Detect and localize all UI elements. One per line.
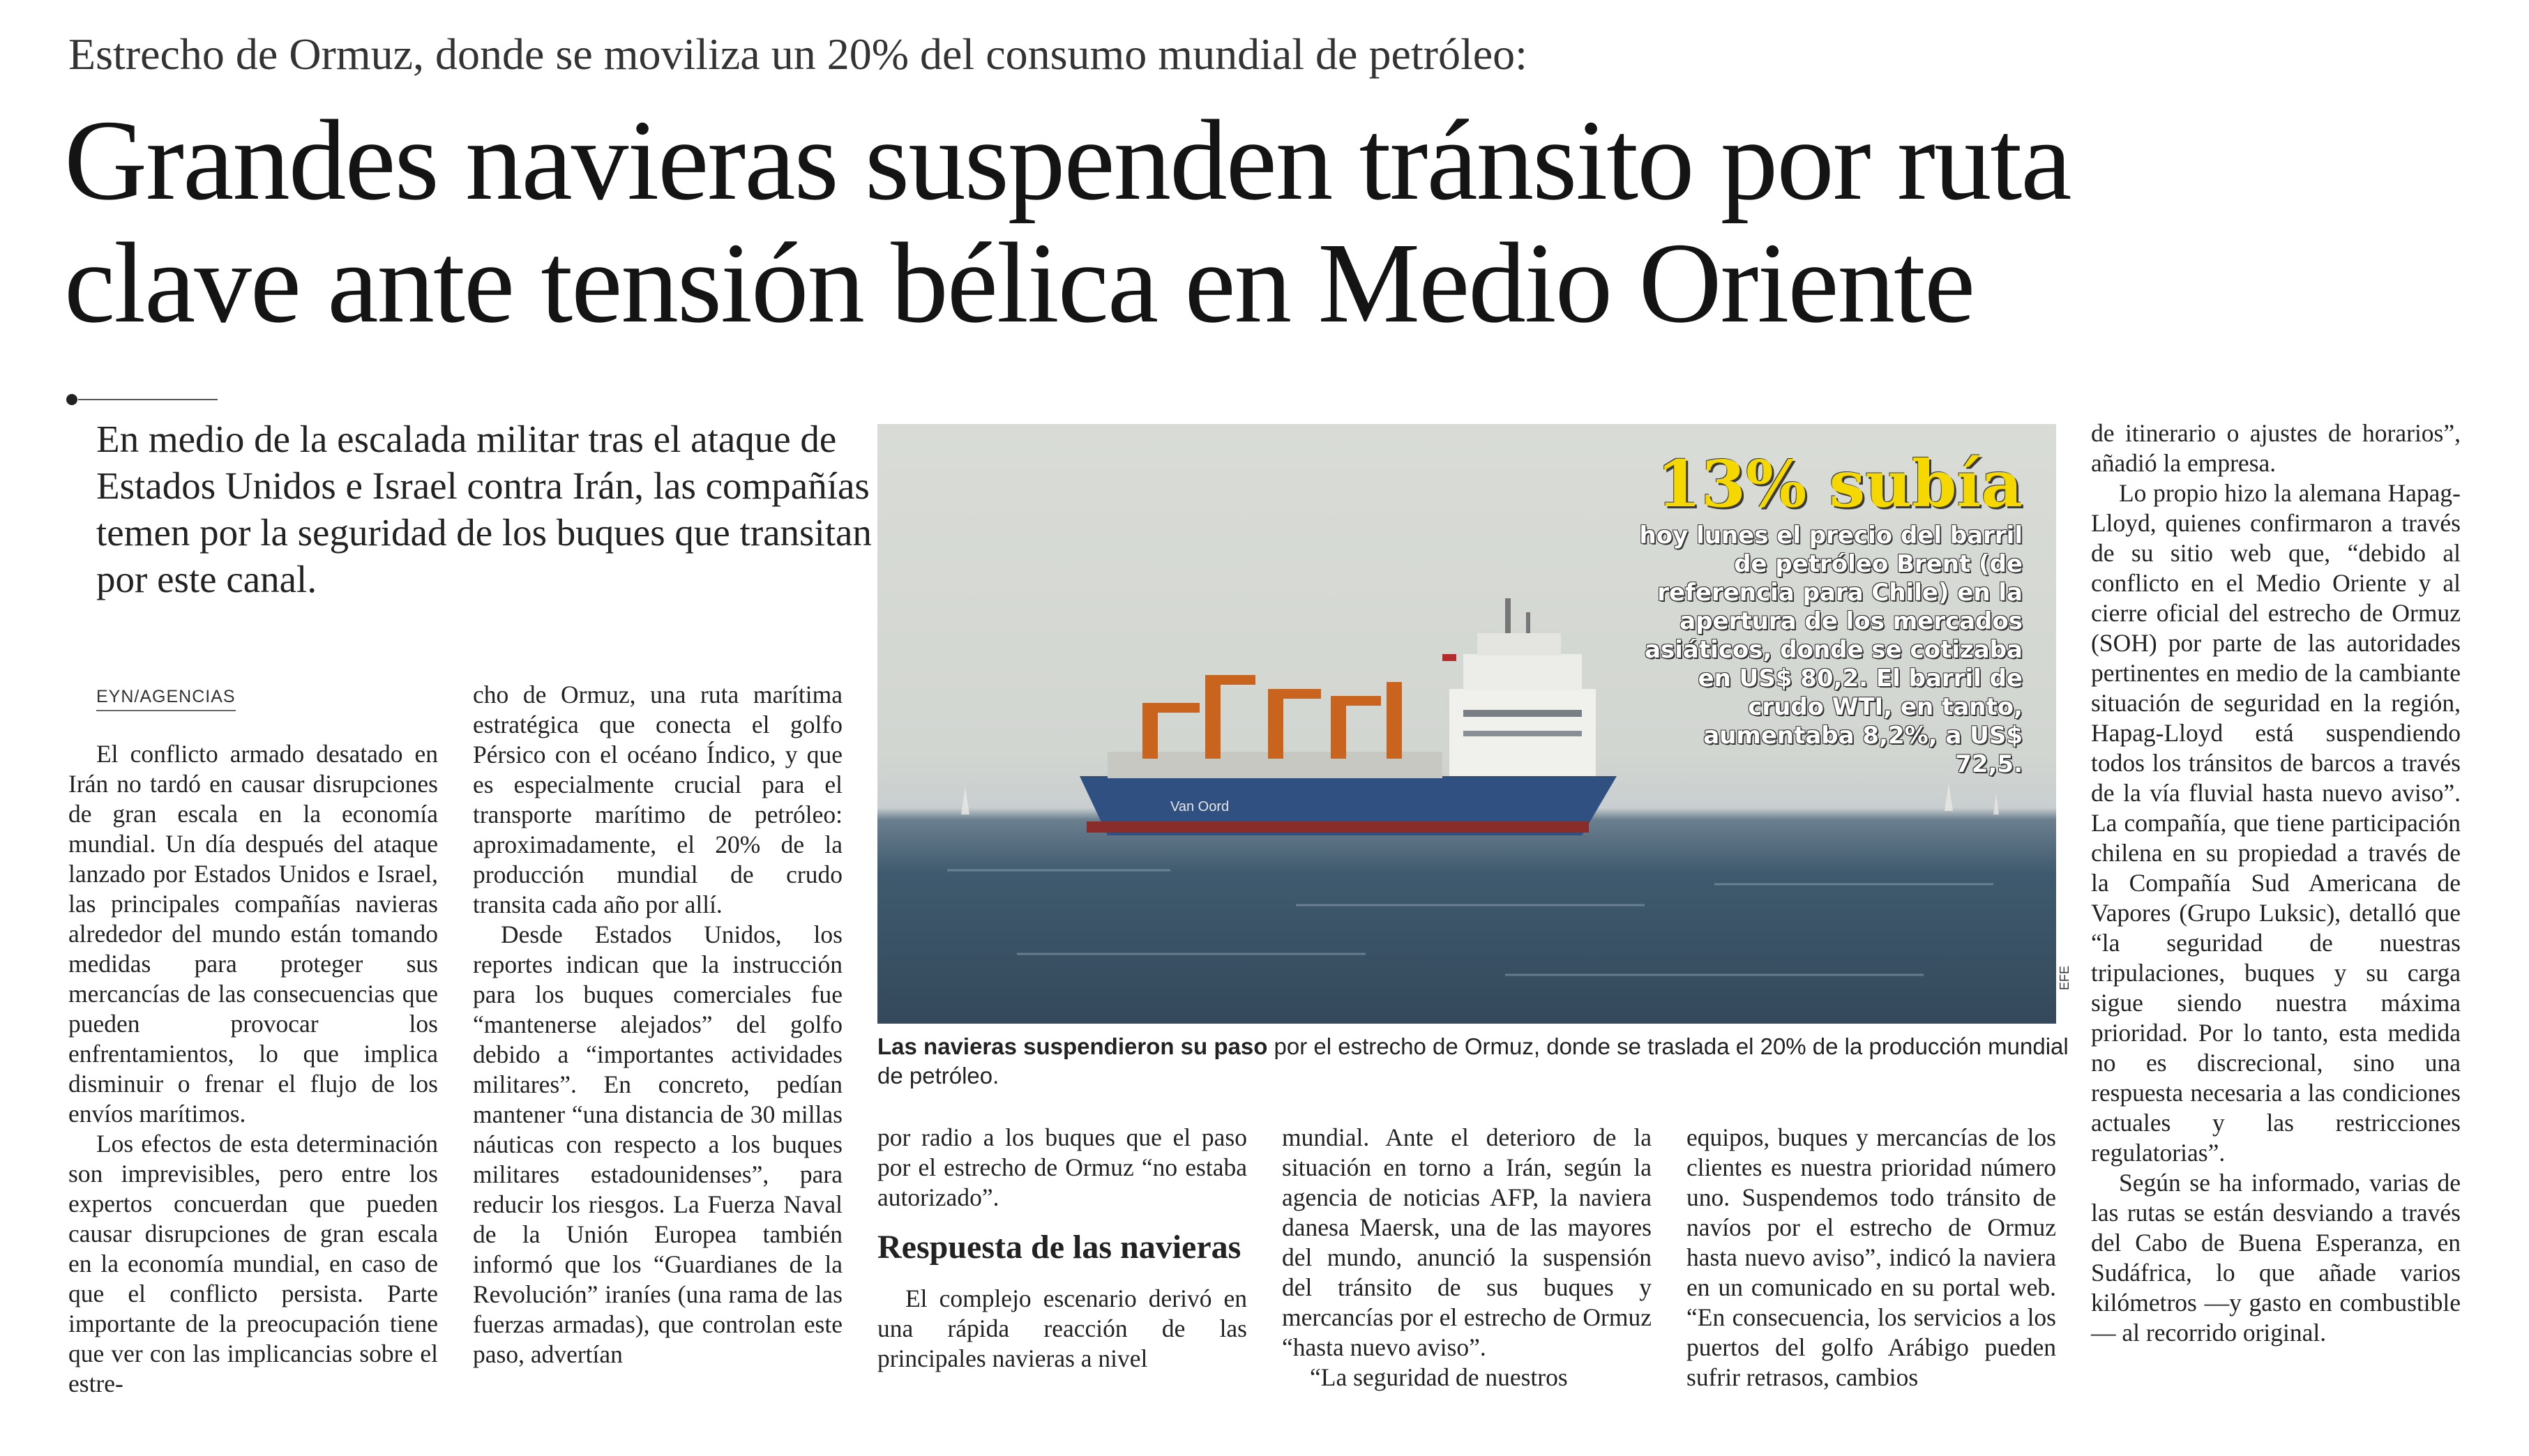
lead-rule — [78, 399, 218, 400]
headline-line-1: Grandes navieras suspenden tránsito por ruta — [64, 96, 2071, 224]
column-2 — [473, 680, 843, 1370]
column-1 — [68, 739, 438, 1399]
column-6-paragraph-2: Lo propio hizo la alemana Hapag-Lloyd, quienes confirmaron a través de su sitio web que, “debido al conflicto en el Medio Oriente y al cierre oficial del estrecho de Ormuz (SOH) por parte de las autoridades pertinentes en medio de la cambiante situación de seguridad en la región, Hapag-Lloyd está suspendiendo todos los tránsitos de barcos a través de la vía fluvial hasta nuevo aviso”. La compañía, que tiene participación chilena en su propiedad a través de la Compañía Sud Americana de Vapores (Grupo Luksic), detalló que “la seguridad de nuestras tripulaciones, buques y su carga sigue siendo nuestra máxima prioridad. Por lo tanto, esta medida no es discrecional, sino una respuesta necesaria a las condiciones actuales y las restricciones regulatorias”. — [2091, 479, 2461, 1167]
stat-highlight-text: hoy lunes el precio del barril de petróleo Brent (de referencia para Chile) en la apertura de los mercados asiáticos, donde se cotizaba en US$ 80,2. El barril de crudo WTI, en tanto, aumentaba 8,2%, a US$ 72,5. — [1639, 522, 2023, 778]
byline: EYN/AGENCIAS — [96, 687, 236, 711]
column-6-paragraph-3: Según se ha informado, varias de las rutas se están desviando a través del Cabo de Buena Esperanza, en Sudáfrica, lo que añade varios kilómetros —y gasto en combustible— al recorrido original. — [2091, 1169, 2461, 1347]
column-4-paragraph-2: “La seguridad de nuestros — [1310, 1363, 1568, 1391]
photo-caption — [877, 1032, 2077, 1091]
column-3-paragraph-1: por radio a los buques que el paso por el estrecho de Ormuz “no estaba autorizado”. — [877, 1123, 1247, 1211]
photo-credit: EFE — [2058, 965, 2071, 990]
photo-caption-bold: Las navieras suspendieron su paso — [877, 1033, 1268, 1059]
stat-highlight-number: 13% subía — [1656, 446, 2023, 522]
headline — [64, 96, 2477, 347]
column-6 — [2091, 418, 2461, 1348]
hull-label: Van Oord — [1170, 799, 1230, 814]
column-1-paragraph-2: Los efectos de esta determinación son imprevisibles, pero entre los expertos concuerdan que pueden causar disrupciones de gran escala en la economía mundial, en caso de que el conflicto persista. Parte importante de la preocupación tiene que ver con las implicancias sobre el estre- — [68, 1130, 438, 1397]
column-4 — [1282, 1123, 1652, 1393]
column-2-paragraph-1: cho de Ormuz, una ruta marítima estratégica que conecta el golfo Pérsico con el océano Índico, y que es especialmente crucial para el transporte marítimo de petróleo: aproximadamente, el 20% de la producción mundial de crudo transita cada año por allí. — [473, 681, 843, 918]
kicker: Estrecho de Ormuz, donde se moviliza un 20% del consumo mundial de petróleo: — [68, 29, 1527, 79]
column-5-paragraph-1: equipos, buques y mercancías de los clientes es nuestra prioridad número uno. Suspendemos todo tránsito de navíos por el estrecho de Ormuz hasta nuevo aviso”, indicó la naviera en un comunicado en su portal web. “En consecuencia, los servicios a los puertos del golfo Arábigo pueden sufrir retrasos, cambios — [1686, 1123, 2056, 1391]
ship-photo — [877, 424, 2056, 1024]
column-6-paragraph-1: de itinerario o ajustes de horarios”, añadió la empresa. — [2091, 419, 2461, 477]
column-3 — [877, 1123, 1247, 1374]
section-subhead: Respuesta de las navieras — [877, 1229, 1241, 1266]
column-1-paragraph-1: El conflicto armado desatado en Irán no tardó en causar disrupciones de gran escala en la economía mundial. Un día después del ataque lanzado por Estados Unidos e Israel, las principales compañías navieras alrededor del mundo están tomando medidas para proteger sus mercancías de las consecuencias que pueden provocar los enfrentamientos, lo que implica disminuir o frenar el flujo de los envíos marítimos. — [68, 740, 438, 1128]
column-4-paragraph-1: mundial. Ante el deterioro de la situación en torno a Irán, según la agencia de noticias AFP, la naviera danesa Maersk, una de las mayores del mundo, anunció la suspensión del tránsito de sus buques y mercancías por el estrecho de Ormuz “hasta nuevo aviso”. — [1282, 1123, 1652, 1361]
photo-caption-text: por el estrecho de Ormuz, donde se traslada el 20% de la producción mundial de petróleo. — [877, 1033, 2069, 1089]
column-3-paragraph-2: El complejo escenario derivó en una rápida reacción de las principales navieras a nivel — [877, 1284, 1247, 1372]
lead-bullet-dot — [66, 394, 77, 405]
column-5 — [1686, 1123, 2056, 1393]
headline-line-2: clave ante tensión bélica en Medio Oriente — [64, 219, 1975, 347]
lead-paragraph: En medio de la escalada militar tras el ataque de Estados Unidos e Israel contra Irán, las compañías temen por la seguridad de los buques que transitan por este canal. — [96, 418, 872, 600]
column-2-paragraph-2: Desde Estados Unidos, los reportes indican que la instrucción para los buques comerciales fue “mantenerse alejados” del golfo debido a “importantes actividades militares”. En concreto, pedían mantener “una distancia de 30 millas náuticas con respecto a los buques militares estadounidenses”, para reducir los riesgos. La Fuerza Naval de la Unión Europea también informó que los “Guardianes de la Revolución” iraníes (una rama de las fuerzas armadas), que controlan este paso, advertían — [473, 920, 843, 1368]
